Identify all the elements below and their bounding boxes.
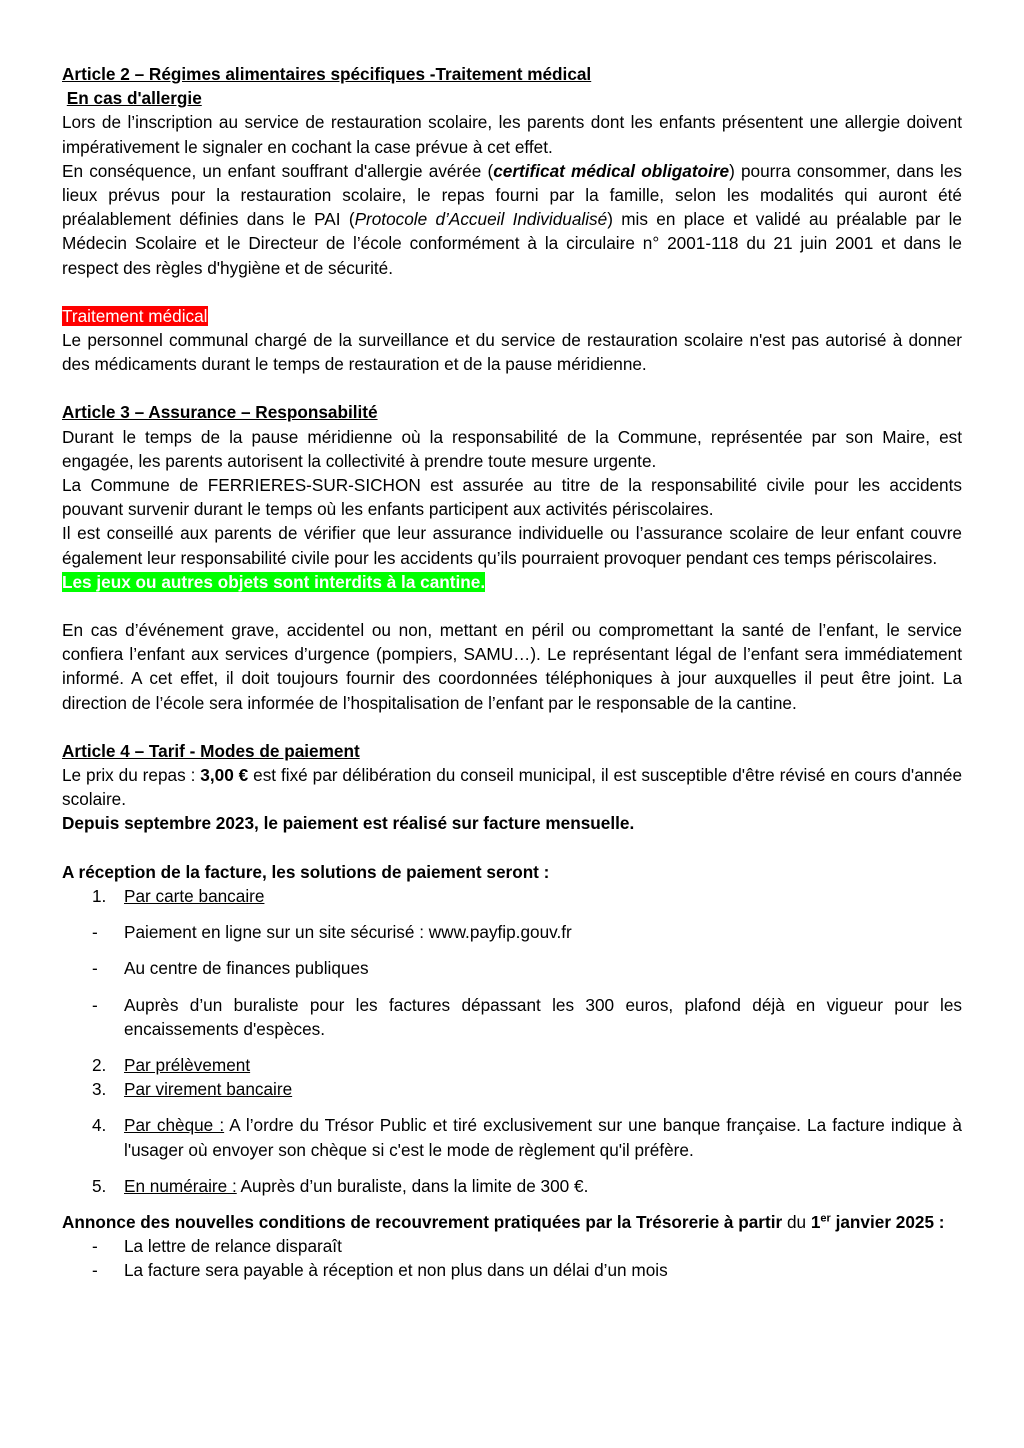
pai-text: Protocole d’Accueil Individualisé	[354, 209, 608, 230]
list-number: 1.	[92, 885, 107, 906]
allergy-subtitle	[62, 86, 962, 110]
allergy-paragraph-1: Lors de l’inscription au service de restauration scolaire, les parents dont les enfants présentent une allergie doivent impérativement le signaler en cochant la case prévue à cet effet.	[62, 112, 962, 157]
list-number: 5.	[92, 1175, 107, 1196]
allergy-p2-part-a: En conséquence, un enfant souffrant d'allergie avérée (	[62, 160, 494, 181]
payment-subitem-text: Auprès d’un buraliste pour les factures dépassant les 300 euros, plafond déjà en vigueur pour les encaissements d'espèces.	[124, 994, 962, 1039]
allergy-subtitle-text: En cas d'allergie	[66, 88, 202, 109]
document-page	[62, 62, 962, 1283]
payment-item-label: Par prélèvement	[124, 1054, 251, 1075]
announcement-paragraph	[62, 1210, 962, 1234]
announcement-part-a: Annonce des nouvelles conditions de recouvrement pratiquées par la Trésorerie à partir	[62, 1211, 783, 1232]
payment-item-transfer	[62, 1077, 962, 1101]
list-number: 2.	[92, 1054, 107, 1075]
medical-certificate-text: certificat médical obligatoire	[493, 160, 730, 181]
payment-subitem-tobacconist	[62, 993, 962, 1041]
payment-item-text: A l’ordre du Trésor Public et tiré exclusivement sur une banque française. La facture indique à l'usager où envoyer son chèque si c'est le mode de règlement qu'il préfère.	[124, 1115, 962, 1160]
payment-item-label: Par carte bancaire	[124, 885, 265, 906]
final-item-payable	[62, 1258, 962, 1282]
payment-solutions-heading: A réception de la facture, les solutions de paiement seront :	[62, 861, 550, 882]
announcement-du: du	[782, 1211, 811, 1232]
payment-item-cheque	[62, 1113, 962, 1161]
payment-item-text: Auprès d’un buraliste, dans la limite de 300 €.	[236, 1175, 589, 1196]
list-number: 4.	[92, 1115, 107, 1136]
allergy-paragraph-2	[62, 159, 962, 280]
announcement-superscript: er	[820, 1212, 831, 1225]
announcement-day: 1	[810, 1211, 821, 1232]
list-dash: -	[92, 922, 98, 943]
payment-subitem-online	[62, 920, 962, 944]
monthly-invoice-line: Depuis septembre 2023, le paiement est réalisé sur facture mensuelle.	[62, 813, 635, 834]
list-dash: -	[92, 994, 98, 1015]
list-number: 3.	[92, 1079, 107, 1100]
games-forbidden-line	[62, 570, 962, 594]
treatment-title	[62, 304, 962, 328]
payment-subitem-text: Au centre de finances publiques	[124, 958, 369, 979]
treatment-paragraph: Le personnel communal chargé de la surveillance et du service de restauration scolaire n'est pas autorisé à donner des médicaments durant le temps de restauration et de la pause méridienne.	[62, 330, 962, 375]
list-dash: -	[92, 958, 98, 979]
meal-price-paragraph	[62, 763, 962, 811]
payment-item-card	[62, 884, 962, 908]
allergy-p2-part-b: ) pourra consommer, dans les lieux prévus pour la restauration scolaire, le repas fourni par la famille, selon les modalités qui auront été préalablement définies dans le PAI (	[62, 160, 963, 230]
final-item-text: La facture sera payable à réception et non plus dans un délai d’un mois	[124, 1260, 668, 1281]
list-dash: -	[92, 1236, 98, 1257]
payment-subitem-finance-center	[62, 956, 962, 980]
article2-title: Article 2 – Régimes alimentaires spécifiques -Traitement médical	[62, 64, 592, 84]
payment-item-label: En numéraire :	[124, 1175, 237, 1196]
games-forbidden-highlight: Les jeux ou autres objets sont interdits à la cantine.	[62, 571, 486, 592]
list-dash: -	[92, 1260, 98, 1281]
payment-item-cash	[62, 1174, 962, 1198]
treatment-title-highlight: Traitement médical	[62, 305, 208, 326]
price-part-b: est fixé par délibération du conseil municipal, il est susceptible d'être révisé en cours d'année scolaire.	[62, 765, 962, 810]
payment-item-label: Par chèque :	[124, 1115, 225, 1136]
article4-title: Article 4 – Tarif - Modes de paiement	[62, 740, 360, 761]
announcement-part-b: janvier 2025 :	[830, 1211, 945, 1232]
allergy-p2-part-c: ) mis en place et validé au préalable par le Médecin Scolaire et le Directeur de l’école conformément à la circulaire n° 2001-118 du 21 juin 2001 et dans le respect des règles d'hygiène et de sécurité.	[62, 209, 962, 278]
payment-subitem-text: Paiement en ligne sur un site sécurisé : www.payfip.gouv.fr	[124, 922, 572, 943]
payment-item-direct-debit	[62, 1053, 962, 1077]
article3-paragraph-2: La Commune de FERRIERES-SUR-SICHON est assurée au titre de la responsabilité civile pour les accidents pouvant survenir durant le temps où les enfants participent aux activités périscolaires.	[62, 475, 962, 520]
article3-paragraph-1: Durant le temps de la pause méridienne où la responsabilité de la Commune, représentée par son Maire, est engagée, les parents autorisent la collectivité à prendre toute mesure urgente.	[62, 426, 962, 471]
article3-paragraph-4: En cas d’événement grave, accidentel ou non, mettant en péril ou compromettant la santé de l’enfant, le service confiera l’enfant aux services d’urgence (pompiers, SAMU…). Le représentant légal de l’enfant sera immédiatement informé. A cet effet, il doit toujours fournir des coordonnées téléphoniques à jour auxquelles il peut être joint. La direction de l’école sera informée de l’hospitalisation de l’enfant par le responsable de la cantine.	[62, 620, 962, 713]
price-part-a: Le prix du repas :	[62, 765, 201, 786]
article3-title: Article 3 – Assurance – Responsabilité	[62, 402, 378, 423]
final-item-text: La lettre de relance disparaît	[124, 1236, 342, 1257]
final-item-reminder	[62, 1234, 962, 1258]
payment-item-label: Par virement bancaire	[124, 1079, 293, 1100]
meal-price-value: 3,00 €	[200, 765, 249, 786]
article3-paragraph-3: Il est conseillé aux parents de vérifier que leur assurance individuelle ou l’assurance scolaire de leur enfant couvre également leur responsabilité civile pour les accidents qu’ils pourraient provoquer pendant ces temps périscolaires.	[62, 523, 962, 568]
